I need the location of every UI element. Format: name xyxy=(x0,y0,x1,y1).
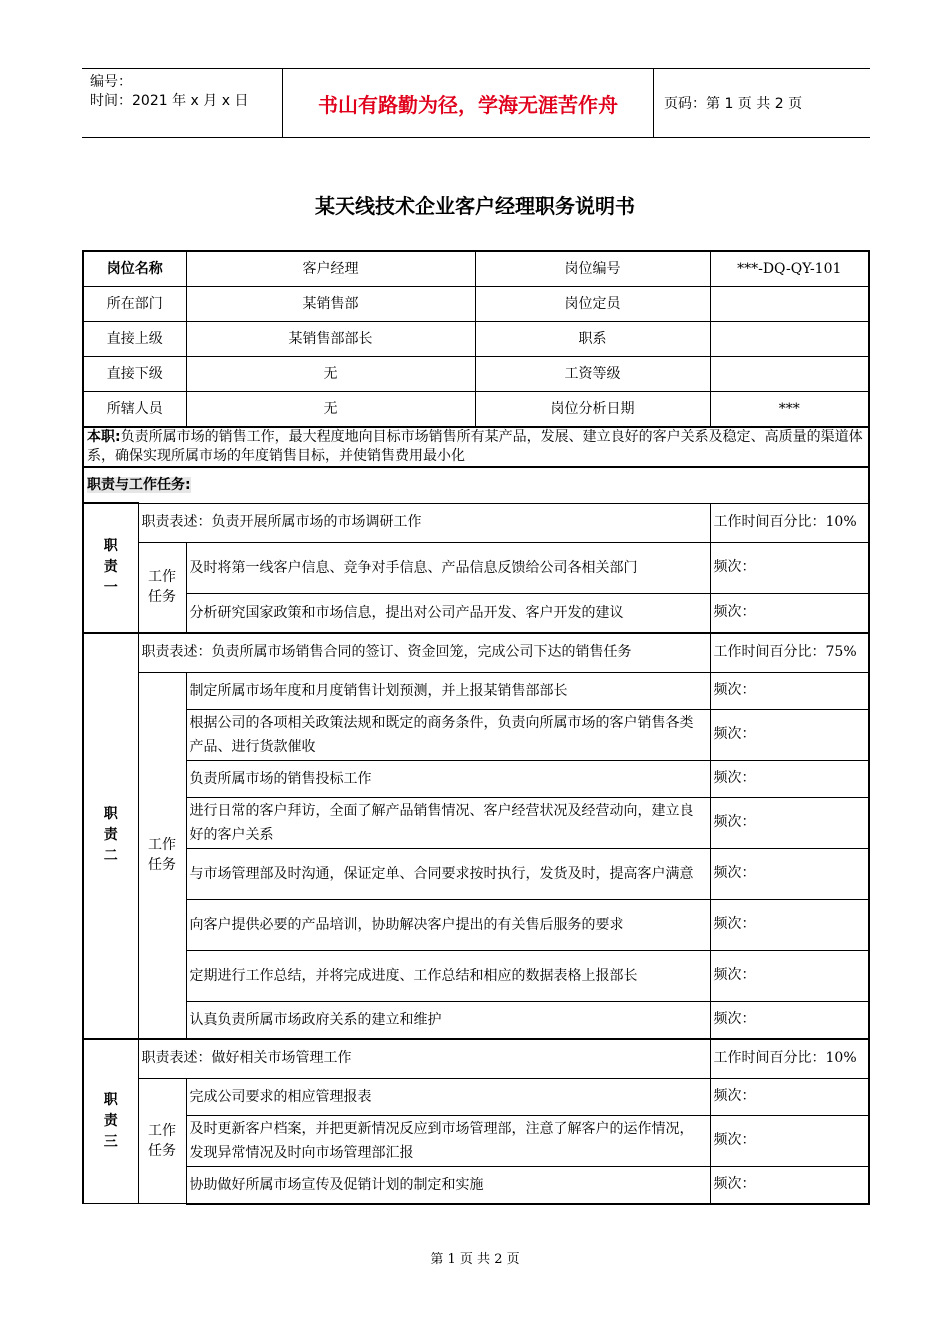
task-row xyxy=(83,950,869,1001)
task-text: 与市场管理部及时沟通，保证定单、合同要求按时执行，发货及时，提高客户满意 xyxy=(186,848,710,899)
info-key: 直接下级 xyxy=(83,357,186,392)
duty-time-percent: 工作时间百分比：10% xyxy=(710,503,869,542)
info-key: 岗位名称 xyxy=(83,251,186,287)
task-frequency: 频次： xyxy=(710,899,869,950)
task-row xyxy=(83,593,869,633)
duty-statement-row xyxy=(83,503,869,542)
job-description-table xyxy=(82,250,870,1205)
duties-heading: 职责与工作任务: xyxy=(87,476,191,493)
duty-statement-row xyxy=(83,633,869,673)
info-value: ***-DQ-QY-101 xyxy=(710,251,869,287)
page-number-label: 页码：第 1 页 共 2 页 xyxy=(664,96,803,112)
task-frequency: 频次： xyxy=(710,542,869,593)
task-text: 定期进行工作总结，并将完成进度、工作总结和相应的数据表格上报部长 xyxy=(186,950,710,1001)
task-frequency: 频次： xyxy=(710,709,869,760)
date-label: 时间：2021 年 x 月 x 日 xyxy=(90,93,249,109)
summary-label: 本职: xyxy=(87,429,121,445)
info-value xyxy=(710,357,869,392)
task-row xyxy=(83,760,869,797)
task-text: 根据公司的各项相关政策法规和既定的商务条件，负责向所属市场的客户销售各类产品、进行货款催收 xyxy=(186,709,710,760)
task-text: 完成公司要求的相应管理报表 xyxy=(186,1078,710,1115)
task-text: 协助做好所属市场宣传及促销计划的制定和实施 xyxy=(186,1166,710,1204)
info-key: 职系 xyxy=(475,322,710,357)
page-header xyxy=(82,68,870,138)
task-text: 及时更新客户档案，并把更新情况反应到市场管理部，注意了解客户的运作情况，发现异常情况及时向市场管理部汇报 xyxy=(186,1115,710,1166)
info-key: 岗位分析日期 xyxy=(475,392,710,428)
task-frequency: 频次： xyxy=(710,1115,869,1166)
summary-row xyxy=(83,427,869,467)
task-text: 认真负责所属市场政府关系的建立和维护 xyxy=(186,1001,710,1039)
duty-label: 职 责 一 xyxy=(83,503,138,633)
task-row xyxy=(83,899,869,950)
task-text: 及时将第一线客户信息、竞争对手信息、产品信息反馈给公司各相关部门 xyxy=(186,542,710,593)
info-row xyxy=(83,392,869,428)
task-label: 工作 任务 xyxy=(138,542,186,633)
task-frequency: 频次： xyxy=(710,760,869,797)
duty-statement: 职责表述：负责所属市场销售合同的签订、资金回笼，完成公司下达的销售任务 xyxy=(138,633,710,673)
task-row xyxy=(83,1001,869,1039)
duty-statement-row xyxy=(83,1039,869,1079)
summary-cell xyxy=(83,427,869,467)
task-text: 分析研究国家政策和市场信息，提出对公司产品开发、客户开发的建议 xyxy=(186,593,710,633)
task-row xyxy=(83,709,869,760)
task-frequency: 频次： xyxy=(710,1078,869,1115)
page-footer: 第 1 页 共 2 页 xyxy=(430,1252,520,1267)
info-key: 所在部门 xyxy=(83,287,186,322)
summary-text: 负责所属市场的销售工作，最大程度地向目标市场销售所有某产品，发展、建立良好的客户关系及稳定、高质量的渠道体系，确保实现所属市场的年度销售目标，并使销售费用最小化 xyxy=(87,429,863,464)
task-frequency: 频次： xyxy=(710,1166,869,1204)
task-frequency: 频次： xyxy=(710,672,869,709)
header-motto: 书山有路勤为径，学海无涯苦作舟 xyxy=(282,69,654,137)
task-row xyxy=(83,542,869,593)
info-value xyxy=(710,322,869,357)
task-label: 工作 任务 xyxy=(138,1078,186,1204)
info-row xyxy=(83,251,869,287)
info-key: 岗位定员 xyxy=(475,287,710,322)
task-row xyxy=(83,1166,869,1204)
task-text: 进行日常的客户拜访，全面了解产品销售情况、客户经营状况及经营动向，建立良好的客户关系 xyxy=(186,797,710,848)
task-frequency: 频次： xyxy=(710,593,869,633)
info-value: 某销售部 xyxy=(186,287,475,322)
info-value: 无 xyxy=(186,392,475,428)
info-value: 无 xyxy=(186,357,475,392)
duties-heading-row xyxy=(83,467,869,503)
duty-statement: 职责表述：负责开展所属市场的市场调研工作 xyxy=(138,503,710,542)
task-frequency: 频次： xyxy=(710,950,869,1001)
info-value: *** xyxy=(710,392,869,428)
task-frequency: 频次： xyxy=(710,1001,869,1039)
info-key: 岗位编号 xyxy=(475,251,710,287)
task-text: 向客户提供必要的产品培训，协助解决客户提出的有关售后服务的要求 xyxy=(186,899,710,950)
info-row xyxy=(83,287,869,322)
info-key: 工资等级 xyxy=(475,357,710,392)
task-row xyxy=(83,1078,869,1115)
task-row xyxy=(83,797,869,848)
info-value: 客户经理 xyxy=(186,251,475,287)
info-key: 直接上级 xyxy=(83,322,186,357)
task-row xyxy=(83,672,869,709)
task-text: 负责所属市场的销售投标工作 xyxy=(186,760,710,797)
info-key: 所辖人员 xyxy=(83,392,186,428)
task-label: 工作 任务 xyxy=(138,672,186,1039)
task-frequency: 频次： xyxy=(710,797,869,848)
duties-heading-cell xyxy=(83,467,869,503)
code-label: 编号： xyxy=(90,74,132,90)
duty-label: 职 责 二 xyxy=(83,633,138,1039)
document-title: 某天线技术企业客户经理职务说明书 xyxy=(315,194,635,218)
task-row xyxy=(83,1115,869,1166)
task-row xyxy=(83,848,869,899)
duty-time-percent: 工作时间百分比：10% xyxy=(710,1039,869,1079)
duty-statement: 职责表述：做好相关市场管理工作 xyxy=(138,1039,710,1079)
info-row xyxy=(83,357,869,392)
duty-time-percent: 工作时间百分比：75% xyxy=(710,633,869,673)
task-text: 制定所属市场年度和月度销售计划预测，并上报某销售部部长 xyxy=(186,672,710,709)
info-value xyxy=(710,287,869,322)
header-meta xyxy=(82,69,282,137)
task-frequency: 频次： xyxy=(710,848,869,899)
info-value: 某销售部部长 xyxy=(186,322,475,357)
duty-label: 职 责 三 xyxy=(83,1039,138,1204)
info-row xyxy=(83,322,869,357)
